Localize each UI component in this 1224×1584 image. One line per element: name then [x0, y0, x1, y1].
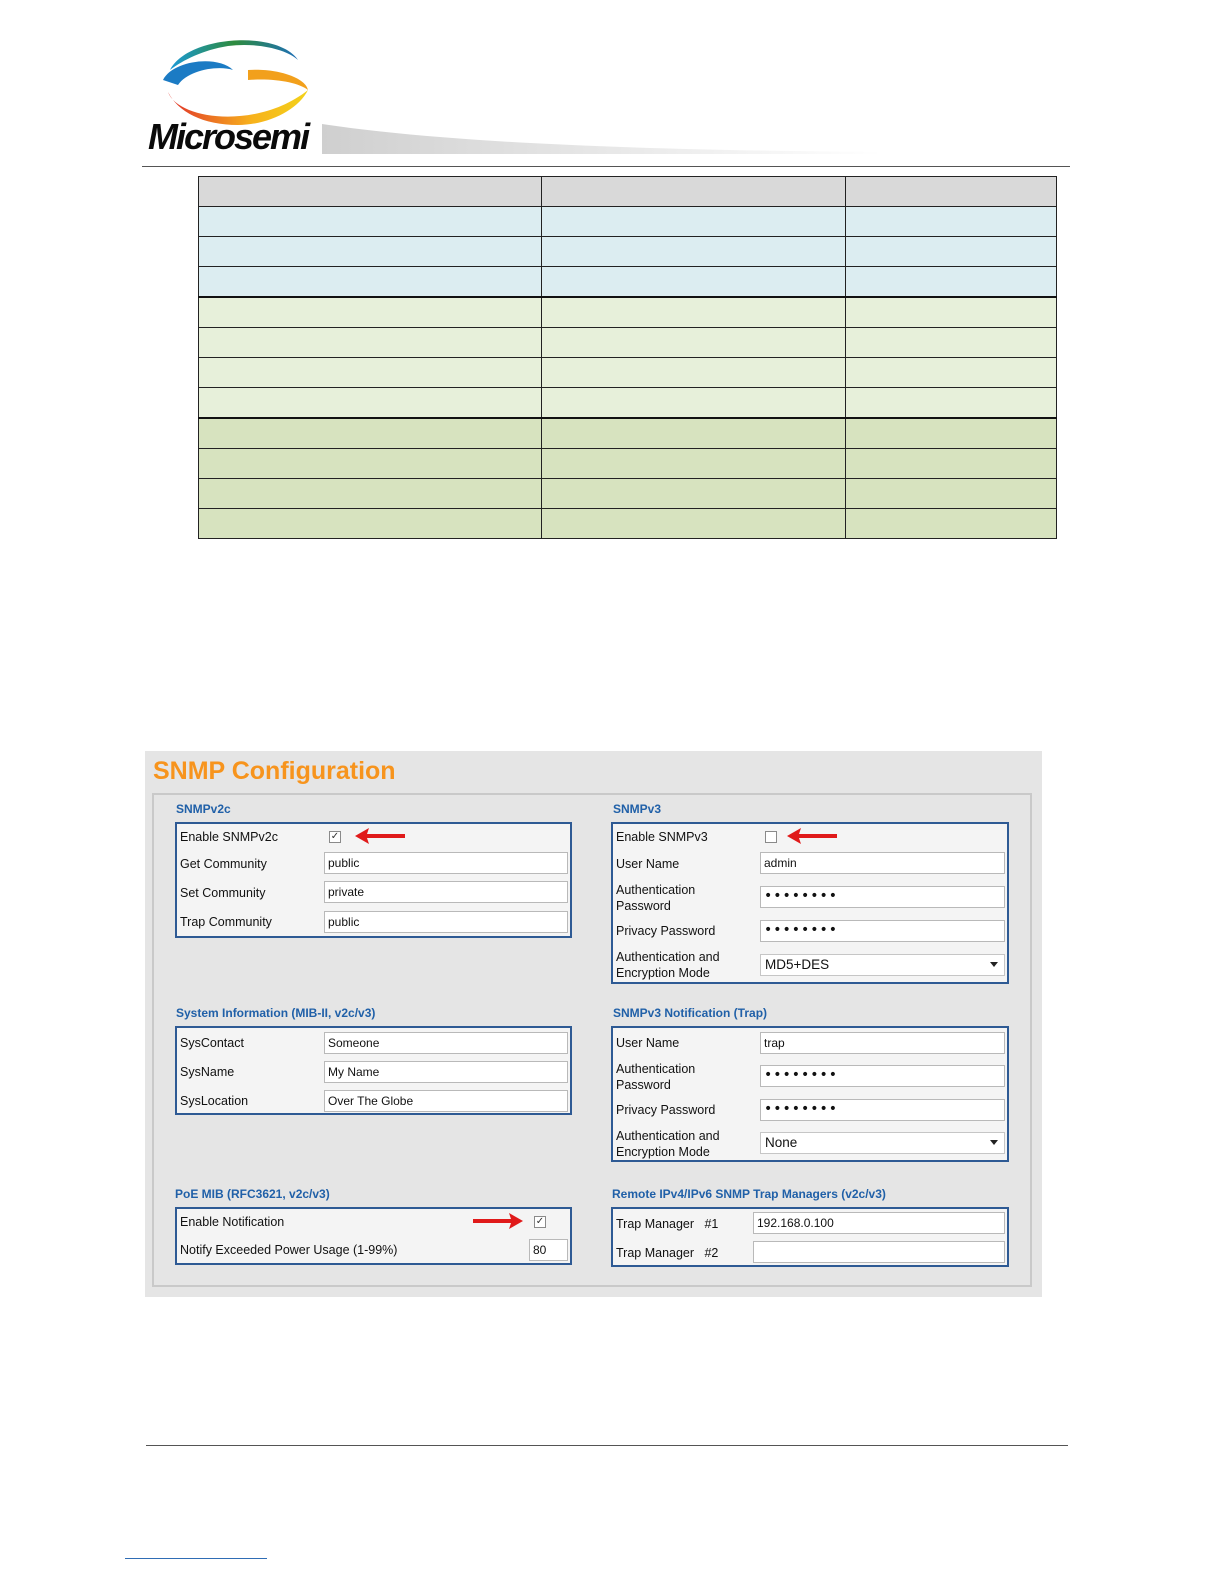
trap-user-name-label: User Name: [616, 1036, 680, 1050]
v3-user-name-label: User Name: [616, 857, 680, 871]
v3-auth-password-label-line2: Password: [616, 899, 671, 913]
table-row: [199, 449, 1057, 479]
get-community-input[interactable]: public: [324, 852, 568, 874]
table-row: [199, 418, 1057, 449]
trap-encryption-mode-select[interactable]: [760, 1132, 1005, 1154]
footer-rule: [146, 1445, 1068, 1446]
table-row: [199, 207, 1057, 237]
poe-mib-heading: PoE MIB (RFC3621, v2c/v3): [175, 1187, 330, 1201]
trap-mode-label-line1: Authentication and: [616, 1129, 720, 1143]
syscontact-input[interactable]: Someone: [324, 1032, 568, 1054]
v3-mode-label-line1: Authentication and: [616, 950, 720, 964]
trap-manager-1-input[interactable]: 192.168.0.100: [753, 1212, 1005, 1234]
trap-encryption-mode-value: None: [765, 1135, 798, 1150]
system-information-heading: System Information (MIB-II, v2c/v3): [176, 1006, 376, 1020]
snmpv3-trap-box: [611, 1026, 1009, 1162]
trap-managers-heading: Remote IPv4/IPv6 SNMP Trap Managers (v2c/v3): [612, 1187, 886, 1201]
table-row: [199, 328, 1057, 358]
red-arrow-icon: [785, 826, 839, 846]
trap-user-name-input[interactable]: trap: [760, 1032, 1005, 1054]
trap-auth-password-label-line1: Authentication: [616, 1062, 696, 1076]
chevron-down-icon: [990, 1140, 998, 1145]
table-row: [199, 297, 1057, 328]
trap-manager-2-input[interactable]: [753, 1241, 1005, 1263]
enable-snmpv3-checkbox[interactable]: [765, 831, 777, 843]
trap-auth-password-label-line2: Password: [616, 1078, 671, 1092]
table-row: [199, 479, 1057, 509]
v3-privacy-password-input[interactable]: ••••••••: [760, 920, 1005, 942]
snmpv2c-heading: SNMPv2c: [176, 802, 231, 816]
sysname-label: SysName: [180, 1065, 235, 1079]
table-row: [199, 358, 1057, 388]
syslocation-label: SysLocation: [180, 1094, 249, 1108]
snmpv3-trap-heading: SNMPv3 Notification (Trap): [613, 1006, 768, 1020]
syscontact-label: SysContact: [180, 1036, 244, 1050]
red-arrow-icon: [471, 1211, 525, 1231]
enable-notification-checkbox[interactable]: ✓: [535, 1216, 545, 1227]
sysname-input[interactable]: My Name: [324, 1061, 568, 1083]
table-row: [199, 267, 1057, 298]
v3-auth-password-input[interactable]: ••••••••: [760, 886, 1005, 908]
set-community-label: Set Community: [180, 886, 266, 900]
trap-privacy-password-input[interactable]: ••••••••: [760, 1099, 1005, 1121]
header-swoosh: [322, 124, 882, 154]
snmpv3-heading: SNMPv3: [613, 802, 662, 816]
snmp-configuration-panel: [145, 751, 1042, 1297]
trap-manager-1-label: Trap Manager #1: [616, 1217, 719, 1231]
table-row: [199, 509, 1057, 539]
trap-community-input[interactable]: public: [324, 911, 568, 933]
table-row: [199, 388, 1057, 419]
red-arrow-icon: [353, 826, 407, 846]
set-community-input[interactable]: private: [324, 881, 568, 903]
get-community-label: Get Community: [180, 857, 267, 871]
table-row: [199, 177, 1057, 207]
trap-privacy-password-label: Privacy Password: [616, 1103, 716, 1117]
v3-privacy-password-label: Privacy Password: [616, 924, 716, 938]
snmpv3-box: [611, 822, 1009, 984]
trap-managers-box: [611, 1207, 1009, 1267]
syslocation-input[interactable]: Over The Globe: [324, 1090, 568, 1112]
system-information-box: [175, 1026, 572, 1115]
footer-link-underline[interactable]: [125, 1558, 267, 1559]
microsemi-wordmark: Microsemi: [148, 116, 309, 157]
enable-snmpv2c-label: Enable SNMPv2c: [180, 830, 278, 844]
v3-encryption-mode-select[interactable]: [760, 954, 1005, 976]
document-table: [198, 176, 1057, 539]
header-rule: [142, 166, 1070, 167]
enable-notification-label: Enable Notification: [180, 1215, 285, 1229]
v3-user-name-input[interactable]: admin: [760, 852, 1005, 874]
trap-manager-2-label: Trap Manager #2: [616, 1246, 719, 1260]
enable-snmpv3-label: Enable SNMPv3: [616, 830, 708, 844]
v3-auth-password-label-line1: Authentication: [616, 883, 696, 897]
v3-encryption-mode-value: MD5+DES: [765, 957, 830, 972]
trap-auth-password-input[interactable]: ••••••••: [760, 1065, 1005, 1087]
page-title: SNMP Configuration: [153, 757, 396, 785]
power-usage-label: Notify Exceeded Power Usage (1-99%): [180, 1243, 398, 1257]
trap-mode-label-line2: Encryption Mode: [616, 1145, 710, 1159]
chevron-down-icon: [990, 962, 998, 967]
trap-community-label: Trap Community: [180, 915, 272, 929]
table-row: [199, 237, 1057, 267]
enable-snmpv2c-checkbox[interactable]: ✓: [330, 831, 340, 842]
v3-mode-label-line2: Encryption Mode: [616, 966, 710, 980]
power-usage-input[interactable]: 80: [529, 1239, 568, 1261]
